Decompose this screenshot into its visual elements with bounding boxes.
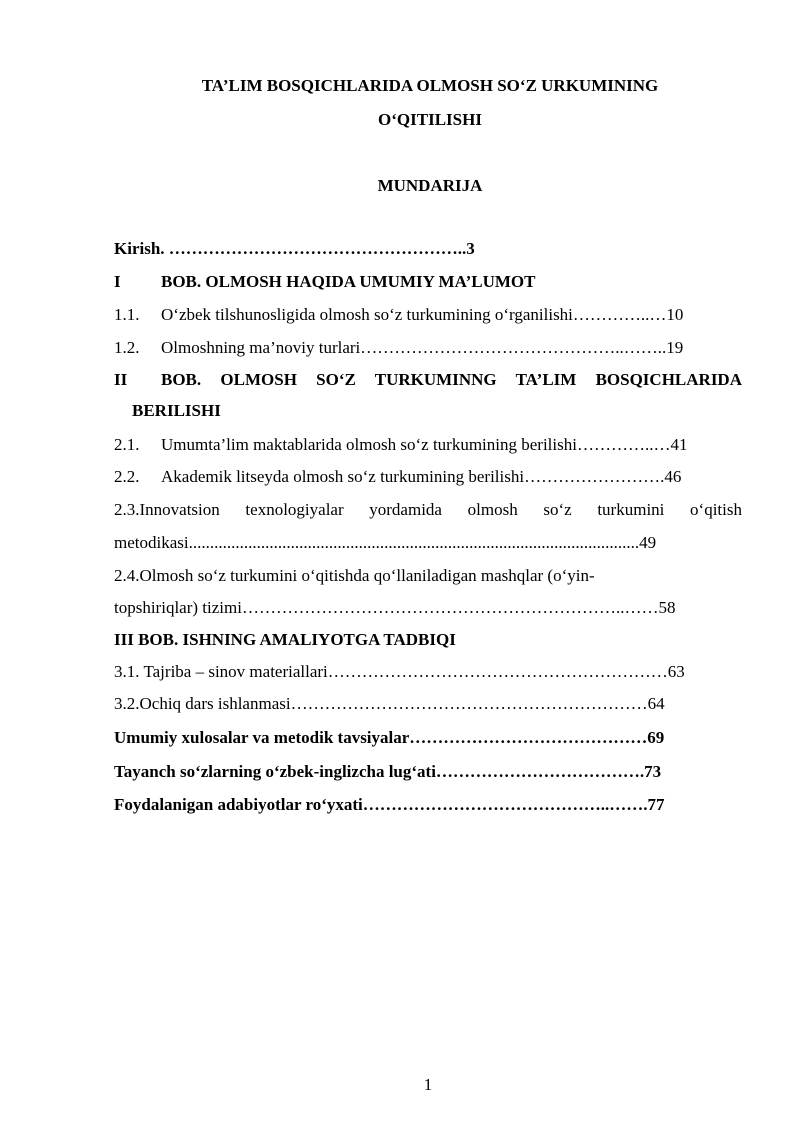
toc-section-2-3-line-1: 2.3.Innovatsion texnologiyalar yordamida olmosh so‘z turkumini o‘qitish: [114, 500, 742, 519]
section-number: 1.2.: [114, 338, 140, 357]
section-number: 1.1.: [114, 305, 140, 324]
toc-conclusions: Umumiy xulosalar va metodik tavsiyalar……………………………………69: [114, 728, 665, 747]
toc-section-3-2: 3.2.Ochiq dars ishlanmasi………………………………………………………64: [114, 694, 665, 713]
section-number: 2.2.: [114, 467, 140, 486]
toc-chapter-2-continued: BERILISHI: [132, 401, 221, 420]
toc-chapter-3: III BOB. ISHNING AMALIYOTGA TADBIQI: [114, 630, 456, 649]
toc-section-2-4-line-2: topshiriqlar) tizimi…………………………………………………………..……58: [114, 598, 676, 617]
toc-glossary: Tayanch so‘zlarning o‘zbek-inglizcha lug‘ati……………………………….73: [114, 762, 662, 781]
toc-section-2-4-line-1: 2.4.Olmosh so‘z turkumini o‘qitishda qo‘llaniladigan mashqlar (o‘yin-: [114, 566, 595, 585]
chapter-number: I: [114, 272, 121, 291]
section-title: O‘zbek tilshunosligida olmosh so‘z turkumining o‘rganilishi…………..…10: [161, 305, 684, 324]
title-line-1: TA’LIM BOSQICHLARIDA OLMOSH SO‘Z URKUMINING: [201, 76, 659, 95]
toc-intro: Kirish. ……………………………………………..3: [114, 239, 475, 258]
section-number: 2.1.: [114, 435, 140, 454]
section-title: Olmoshning ma’noviy turlari………………………………………..……..19: [161, 338, 684, 357]
title-line-2: O‘QITILISHI: [378, 110, 482, 129]
toc-section-2-3-line-2: metodikasi..........................................................................................................49: [114, 533, 657, 552]
toc-heading: MUNDARIJA: [377, 176, 483, 195]
section-title: Akademik litseyda olmosh so‘z turkumining berilishi…………………….46: [161, 467, 682, 486]
toc-section-2-1: [114, 435, 687, 455]
section-title: Umumta’lim maktablarida olmosh so‘z turkumining berilishi…………..…41: [161, 435, 688, 454]
chapter-number: II: [114, 370, 128, 389]
toc-section-3-1: 3.1. Tajriba – sinov materiallari……………………………………………………63: [114, 662, 685, 681]
toc-section-1-2: [114, 338, 683, 358]
toc-chapter-2: [114, 370, 742, 390]
page-number: 1: [423, 1075, 433, 1094]
toc-section-2-2: [114, 467, 681, 487]
chapter-title: BOB. OLMOSH HAQIDA UMUMIY MA’LUMOT: [161, 272, 536, 291]
toc-section-1-1: [114, 305, 683, 325]
chapter-title: BOB. OLMOSH SO‘Z TURKUMINNG TA’LIM BOSQICHLARIDA: [161, 370, 742, 389]
toc-references: Foydalanigan adabiyotlar ro‘yxati……………………………………..…….77: [114, 795, 665, 814]
toc-chapter-1: [114, 272, 535, 292]
